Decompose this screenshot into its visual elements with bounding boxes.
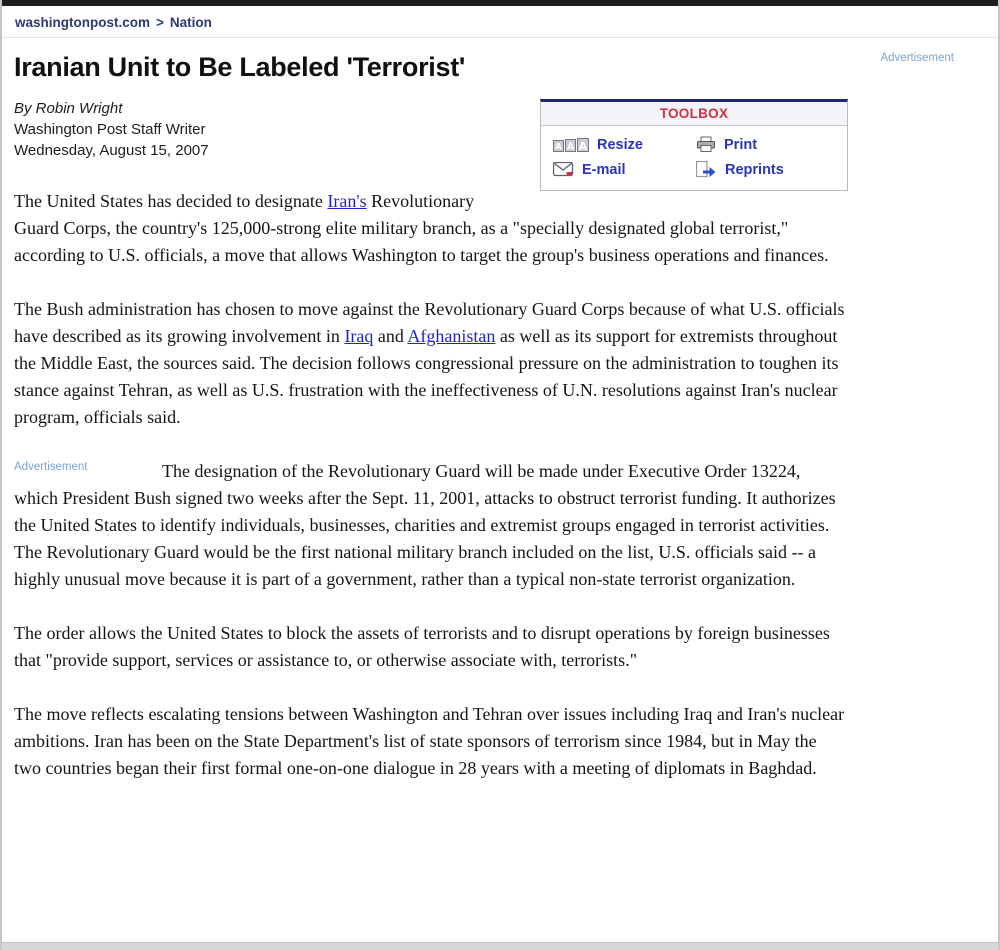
breadcrumb-separator: >: [156, 15, 164, 30]
resize-label: Resize: [597, 136, 643, 153]
paragraph-text: The order allows the United States to block the assets of terrorists and to disrupt operations by foreign businesses that "provide support, services or assistance to, or otherwise associate with, terrorists.": [14, 623, 830, 670]
article-paragraph: [14, 701, 848, 782]
resize-icon: [553, 136, 589, 153]
article-paragraph: [14, 620, 848, 674]
page-title: Iranian Unit to Be Labeled 'Terrorist': [14, 52, 466, 82]
reprints-label: Reprints: [725, 161, 784, 178]
email-label: E-mail: [582, 161, 626, 178]
breadcrumb-site-link[interactable]: washingtonpost.com: [15, 15, 150, 30]
toolbox: [540, 99, 848, 191]
advertisement-label-inline: Advertisement: [14, 461, 88, 473]
paragraph-text: The Bush administration has chosen to move against the Revolutionary Guard Corps because of what U.S. officials have described as its growing involvement in: [14, 299, 845, 346]
paragraph-text: Revolutionary Guard Corps, the country's 125,000-strong elite military branch, as a "specially designated global terrorist," according to U.S. officials, a move that allows Washington to target the group's business operations and finances.: [14, 191, 829, 265]
breadcrumb-section-link[interactable]: Nation: [169, 15, 212, 30]
paragraph-text: The United States has decided to designate: [14, 191, 328, 211]
reprints-button[interactable]: [696, 161, 839, 178]
byline-org: Washington Post Staff Writer: [14, 121, 206, 138]
article-paragraph: [14, 458, 848, 593]
resize-button[interactable]: [553, 136, 696, 153]
advertisement-label-top: Advertisement: [880, 52, 954, 64]
afghanistan-link[interactable]: Afghanistan: [407, 326, 496, 346]
paragraph-text: The designation of the Revolutionary Guard will be made under Executive Order 13224, which President Bush signed two weeks after the Sept. 11, 2001, attacks to obstruct terrorist funding. It authorizes the United States to identify individuals, businesses, charities and extremist groups engaged in terrorist activities. The Revolutionary Guard would be the first national military branch included on the list, U.S. officials said -- a highly unusual move because it is part of a government, rather than a typical non-state terrorist organization.: [14, 461, 836, 589]
byline-author: By Robin Wright: [14, 100, 123, 117]
paragraph-text: The move reflects escalating tensions between Washington and Tehran over issues including Iraq and Iran's nuclear ambitions. Iran has been on the State Department's list of state sponsors of terrorism since 1984, but in May the two countries began their first formal one-on-one dialogue in 28 years with a meeting of diplomats in Baghdad.: [14, 704, 845, 778]
article-paragraph: [14, 188, 848, 269]
reprints-icon: [696, 161, 717, 178]
print-icon: [696, 136, 716, 153]
svg-text:A: A: [566, 141, 575, 153]
email-button[interactable]: [553, 161, 696, 178]
paragraph-text: as well as its support for extremists throughout the Middle East, the sources said. The decision follows congressional pressure on the administration to toughen its stance against Tehran, as well as U.S. frustration with the ineffectiveness of U.N. resolutions against Iran's nuclear program, officials said.: [14, 326, 839, 427]
print-button[interactable]: [696, 136, 839, 153]
toolbox-title: TOOLBOX: [541, 102, 847, 126]
paragraph-text: and: [373, 326, 408, 346]
byline-date: Wednesday, August 15, 2007: [14, 142, 209, 159]
svg-text:A: A: [578, 140, 588, 153]
print-label: Print: [724, 136, 758, 153]
article-body: [14, 188, 848, 782]
iraq-link[interactable]: Iraq: [344, 326, 374, 346]
svg-text:A: A: [555, 142, 562, 151]
breadcrumb: [2, 6, 998, 38]
iran-link[interactable]: Iran's: [327, 191, 367, 211]
horizontal-scrollbar[interactable]: [2, 942, 998, 950]
article-paragraph: [14, 296, 848, 431]
email-icon: [553, 162, 574, 177]
